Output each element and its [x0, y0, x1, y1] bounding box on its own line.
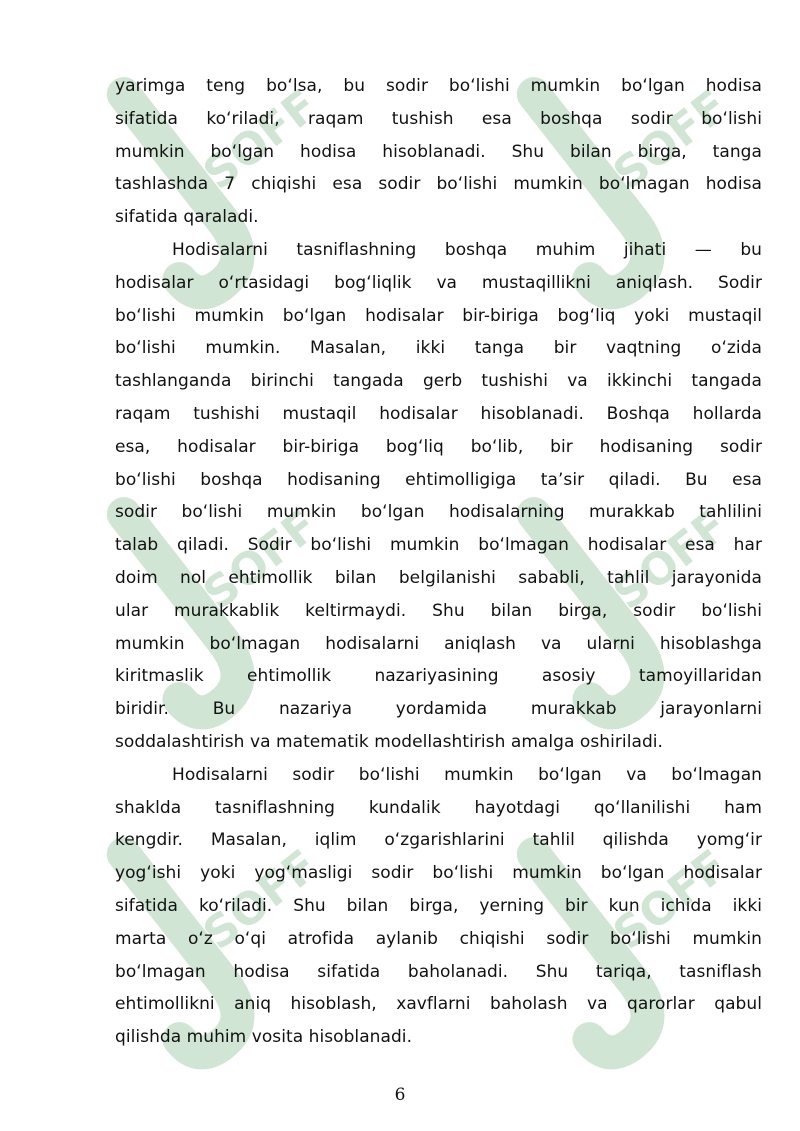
svg-text:SOFF: SOFF [604, 80, 738, 201]
text-line: sodir boʻlishi mumkin boʻlgan hodisalarning murakkab tahlilini [115, 502, 762, 523]
text-line: Hodisalarni tasniflashning boshqa muhim jihati — bu [172, 239, 762, 260]
text-line: sifatida koʻriladi, raqam tushish esa boshqa sodir boʻlishi [115, 108, 762, 129]
text-line: biridir. Bu nazariya yordamida murakkab jarayonlarni [115, 699, 762, 720]
page-number: 6 [394, 1085, 406, 1105]
text-line: soddalashtirish va matematik modellashtirish amalga oshiriladi. [115, 731, 664, 752]
svg-text:SOFF: SOFF [604, 840, 738, 961]
text-line: marta oʻz oʻqi atrofida aylanib chiqishi sodir boʻlishi mumkin [115, 928, 762, 949]
text-line: raqam tushishi mustaqil hodisalar hisoblanadi. Boshqa hollarda [115, 403, 762, 424]
text-line: qilishda muhim vosita hisoblanadi. [115, 1027, 413, 1048]
text-line: tashlanganda birinchi tangada gerb tushishi va ikkinchi tangada [115, 371, 762, 392]
text-line: doim nol ehtimollik bilan belgilanishi sababli, tahlil jarayonida [115, 567, 762, 588]
document-body [115, 70, 762, 1054]
svg-text:SOFF: SOFF [194, 500, 328, 621]
text-line: mumkin boʻlgan hodisa hisoblanadi. Shu bilan birga, tanga [115, 141, 762, 162]
text-line: yarimga teng boʻlsa, bu sodir boʻlishi mumkin boʻlgan hodisa [115, 76, 762, 96]
text-line: ular murakkablik keltirmaydi. Shu bilan birga, sodir boʻlishi [115, 600, 762, 621]
text-line: ehtimollikni aniq hisoblash, xavflarni baholash va qarorlar qabul [115, 994, 762, 1015]
text-line: shaklda tasniflashning kundalik hayotdagi qoʻllanilishi ham [115, 797, 762, 818]
svg-text:SOFF: SOFF [194, 840, 328, 961]
text-line: mumkin boʻlmagan hodisalarni aniqlash va ularni hisoblashga [115, 633, 762, 654]
text-line: hodisalar oʻrtasidagi bogʻliqlik va mustaqillikni aniqlash. Sodir [115, 272, 762, 293]
text-line: sifatida koʻriladi. Shu bilan birga, yerning bir kun ichida ikki [115, 895, 762, 916]
text-line: boʻlmagan hodisa sifatida baholanadi. Shu tariqa, tasniflash [115, 961, 762, 982]
text-line: boʻlishi mumkin. Masalan, ikki tanga bir vaqtning oʻzida [115, 338, 762, 359]
text-line: boʻlishi mumkin boʻlgan hodisalar bir-biriga bogʻliq yoki mustaqil [115, 305, 762, 326]
svg-text:SOFF: SOFF [194, 80, 328, 201]
text-line: esa, hodisalar bir-biriga bogʻliq boʻlib, bir hodisaning sodir [115, 436, 762, 457]
text-line: kengdir. Masalan, iqlim oʻzgarishlarini tahlil qilishda yomgʻir [115, 830, 762, 851]
text-line: Hodisalarni sodir boʻlishi mumkin boʻlgan va boʻlmagan [172, 764, 762, 785]
text-line: yogʻishi yoki yogʻmasligi sodir boʻlishi mumkin boʻlgan hodisalar [115, 863, 762, 884]
text-line: boʻlishi boshqa hodisaning ehtimolligiga taʼsir qiladi. Bu esa [115, 469, 762, 490]
text-line: talab qiladi. Sodir boʻlishi mumkin boʻlmagan hodisalar esa har [115, 535, 762, 556]
svg-text:SOFF: SOFF [604, 500, 738, 621]
text-line: tashlashda 7 chiqishi esa sodir boʻlishi mumkin boʻlmagan hodisa [115, 174, 762, 195]
text-line: kiritmaslik ehtimollik nazariyasining asosiy tamoyillaridan [115, 666, 762, 687]
text-line: sifatida qaraladi. [115, 207, 259, 228]
